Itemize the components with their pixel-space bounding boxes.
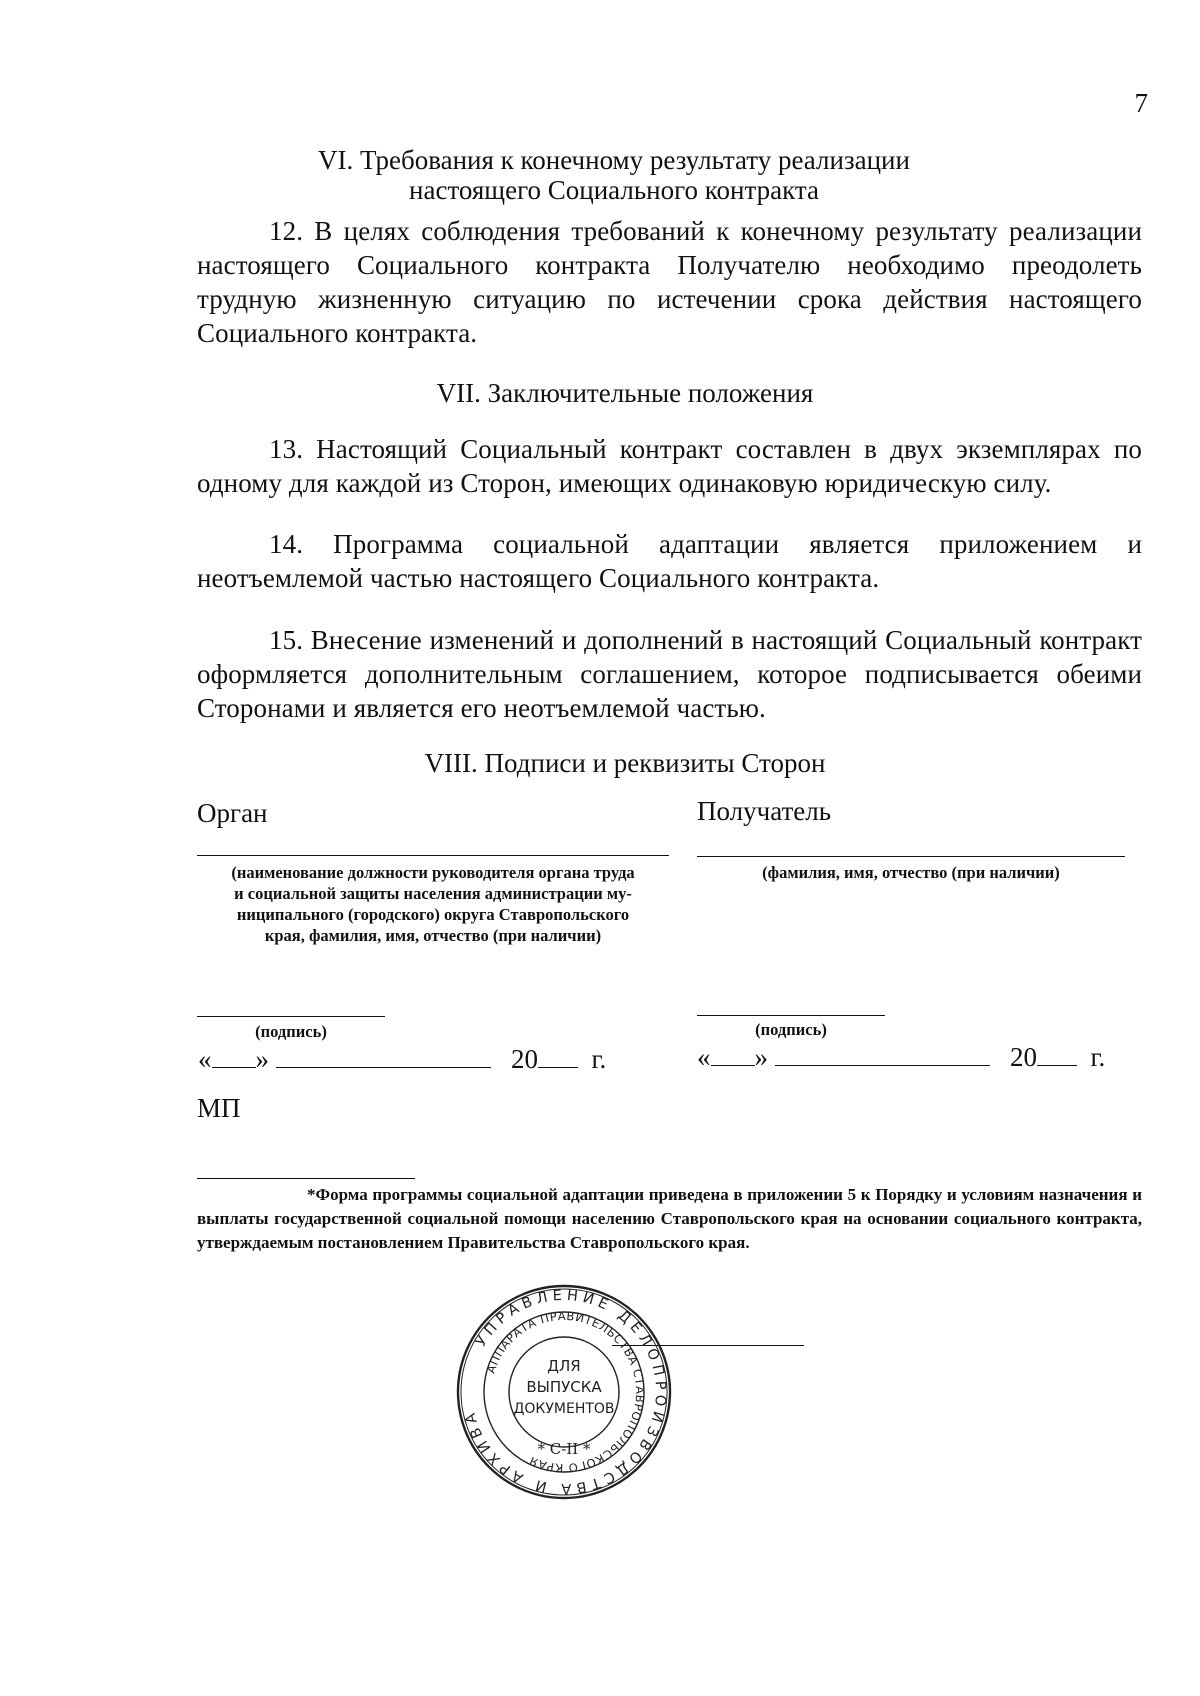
paragraph-14 (197, 527, 1142, 595)
stamp-inner-text-path: АППАРАТА ПРАВИТЕЛЬСТВА СТАВРОПОЛЬСКОГО КРАЯ (483, 1308, 648, 1476)
footnote-separator (197, 1178, 415, 1179)
stamp-center-line-1: ДЛЯ (547, 1357, 581, 1375)
organ-name-line (197, 855, 669, 856)
official-stamp (454, 1282, 674, 1502)
paragraph-12-text: 12. В целях соблюдения требований к конечному результату реализации настоящего Социального контракта Получателю необходимо преодолеть трудную жизненную ситуацию по истечении срока действия настоящего Социального контракта. (197, 216, 1142, 348)
stamp-outer-text-path: УПРАВЛЕНИЕ ДЕЛОПРОИЗВОДСТВА И АРХИВА (461, 1287, 669, 1497)
section-6-heading-line2: настоящего Социального контракта (409, 175, 819, 205)
organ-year-blank (538, 1047, 578, 1068)
footnote (197, 1183, 1142, 1255)
organ-year-suffix: г. (591, 1044, 607, 1074)
recipient-date-close-quote: » (754, 1042, 768, 1072)
section-7-heading: VII. Заключительные положения (436, 378, 814, 408)
organ-caption-line-3: ниципального (городского) округа Ставропольского (236, 905, 630, 924)
paragraph-13 (197, 432, 1142, 500)
organ-date-open-quote: « (198, 1044, 212, 1074)
paragraph-15-text: 15. Внесение изменений и дополнений в настоящий Социальный контракт оформляется дополнительным соглашением, которое подписывается обеими Сторонами и является его неотъемлемой частью. (197, 625, 1142, 723)
footnote-text: *Форма программы социальной адаптации приведена в приложении 5 к Порядку и условиям назначения и выплаты государственной социальной помощи населению Ставропольского края на основании социального контракта, утверждаемым постановлением Правительства Ставропольского края. (197, 1185, 1142, 1252)
paragraph-13-text: 13. Настоящий Социальный контракт составлен в двух экземплярах по одному для каждой из Сторон, имеющих одинаковую юридическую силу. (197, 434, 1142, 498)
recipient-day-blank (711, 1045, 755, 1066)
stamp-bottom-code: * С-II * (537, 1440, 591, 1458)
paragraph-15 (197, 623, 1142, 725)
organ-date-row (198, 1044, 606, 1075)
recipient-year-suffix: г. (1090, 1042, 1106, 1072)
recipient-name-line (697, 856, 1125, 857)
organ-date-close-quote: » (255, 1044, 269, 1074)
section-8-heading: VIII. Подписи и реквизиты Сторон (424, 748, 826, 778)
recipient-month-blank (775, 1045, 990, 1066)
organ-caption-line-1: (наименование должности руководителя органа труда (231, 863, 635, 882)
organ-signature-caption: (подпись) (255, 1022, 327, 1041)
organ-caption-line-4: края, фамилия, имя, отчество (при наличии) (264, 926, 602, 945)
organ-year-prefix: 20 (511, 1044, 538, 1074)
party-recipient-label: Получатель (697, 796, 832, 826)
recipient-year-blank (1037, 1045, 1077, 1066)
recipient-name-caption: (фамилия, имя, отчество (при наличии) (762, 863, 1060, 882)
recipient-year-prefix: 20 (1010, 1042, 1037, 1072)
section-6-heading-line1: VI. Требования к конечному результату реализации (318, 145, 910, 175)
party-organ-label: Орган (197, 798, 268, 828)
seal-place-label: МП (197, 1093, 241, 1123)
recipient-date-open-quote: « (697, 1042, 711, 1072)
organ-caption-line-2: и социальной защиты населения администрации му- (234, 884, 632, 903)
page-number: 7 (1134, 88, 1148, 118)
recipient-date-row (697, 1042, 1105, 1073)
organ-month-blank (276, 1047, 491, 1068)
paragraph-12 (197, 214, 1142, 350)
organ-day-blank (212, 1047, 256, 1068)
stamp-center-line-2: ВЫПУСКА (526, 1378, 602, 1396)
paragraph-14-text: 14. Программа социальной адаптации является приложением и неотъемлемой частью настоящего Социального контракта. (197, 529, 1142, 593)
section-6-heading (0, 145, 1200, 205)
recipient-signature-line (697, 1015, 885, 1016)
organ-name-caption (197, 862, 669, 946)
recipient-signature-caption: (подпись) (755, 1020, 827, 1039)
stamp-center-line-3: ДОКУМЕНТОВ (513, 1401, 615, 1417)
organ-signature-line (197, 1016, 385, 1017)
